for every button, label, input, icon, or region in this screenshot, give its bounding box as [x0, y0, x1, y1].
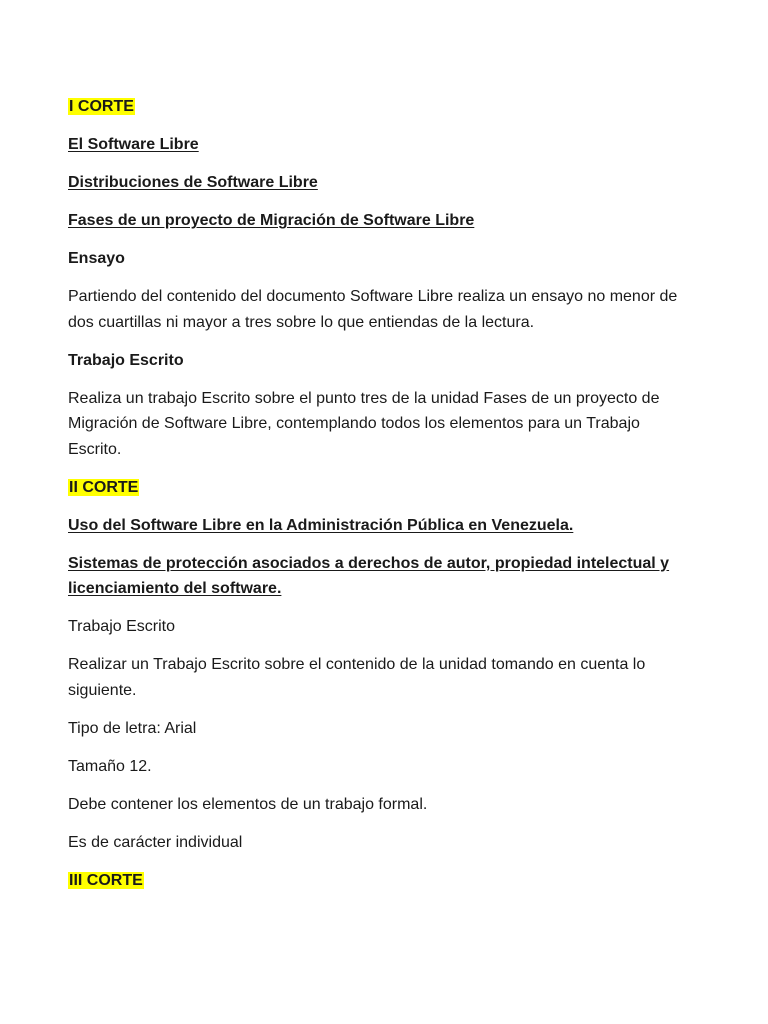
- section-3-heading-highlight: III CORTE: [69, 871, 143, 889]
- section-1-topic-2: Distribuciones de Software Libre: [68, 174, 318, 191]
- section-1-topic-3: Fases de un proyecto de Migración de Software Libre: [68, 212, 475, 229]
- section-2-heading: [68, 475, 696, 501]
- section-2-trabajo-title: Trabajo Escrito: [68, 618, 175, 635]
- section-1-trabajo-title: Trabajo Escrito: [68, 351, 184, 369]
- requirement-formal: Debe contener los elementos de un trabajo formal.: [68, 795, 428, 813]
- section-1-topic-1: El Software Libre: [68, 136, 199, 153]
- section-1-trabajo-text: Realiza un trabajo Escrito sobre el punto tres de la unidad Fases de un proyecto de Migración de Software Libre, contemplando todos los elementos para un Trabajo Escrito.: [68, 389, 660, 458]
- ensayo-text: Partiendo del contenido del documento Software Libre realiza un ensayo no menor de dos cuartillas ni mayor a tres sobre lo que entiendas de la lectura.: [68, 288, 678, 331]
- requirement-size: Tamaño 12.: [68, 757, 152, 775]
- section-2-heading-highlight: II CORTE: [69, 478, 139, 496]
- section-2-trabajo-text: Realizar un Trabajo Escrito sobre el contenido de la unidad tomando en cuenta lo siguiente.: [68, 656, 646, 699]
- requirement-font: Tipo de letra: Arial: [68, 719, 197, 737]
- ensayo-title: Ensayo: [68, 250, 125, 267]
- section-1-heading: [68, 94, 696, 120]
- requirement-individual: Es de carácter individual: [68, 833, 243, 851]
- document-page: [68, 94, 696, 906]
- section-2-topic-1: Uso del Software Libre en la Administración Pública en Venezuela.: [68, 516, 574, 534]
- section-2-topic-2: Sistemas de protección asociados a derechos de autor, propiedad intelectual y licenciamiento del software.: [68, 554, 670, 597]
- section-3-heading: [68, 868, 696, 894]
- section-1-heading-highlight: I CORTE: [69, 98, 134, 115]
